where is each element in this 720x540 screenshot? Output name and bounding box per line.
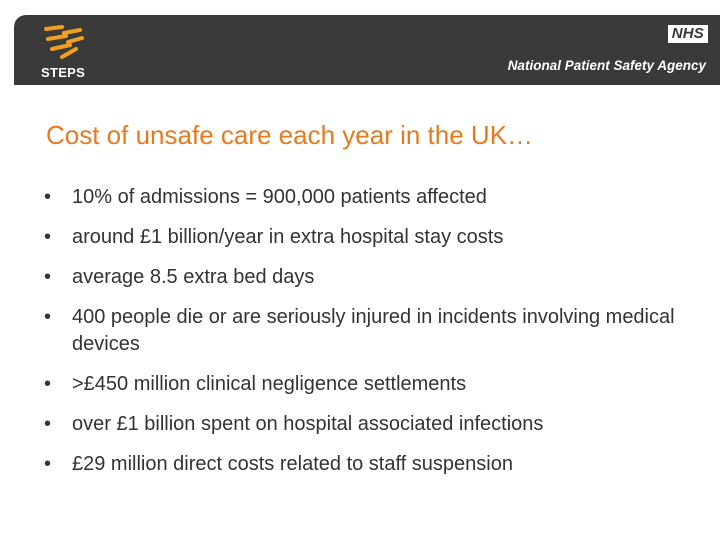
bullet-text: 400 people die or are seriously injured in incidents involving medical devices xyxy=(72,306,675,355)
bullet-marker: • xyxy=(44,373,52,395)
bullet-text: average 8.5 extra bed days xyxy=(72,266,315,288)
steps-logo xyxy=(40,25,110,83)
bullet-item xyxy=(44,451,704,478)
bullet-item xyxy=(44,184,704,211)
nhs-logo: NHS xyxy=(668,25,708,43)
bullet-list xyxy=(44,184,704,491)
bullet-item xyxy=(44,264,704,291)
bullet-item xyxy=(44,411,704,438)
bullet-text: >£450 million clinical negligence settlements xyxy=(72,373,467,395)
header-banner xyxy=(14,15,720,85)
steps-logo-text: STEPS xyxy=(41,65,86,80)
bullet-marker: • xyxy=(44,306,52,328)
bullet-marker: • xyxy=(44,226,52,248)
bullet-text: 10% of admissions = 900,000 patients affected xyxy=(72,186,487,208)
slide-title: Cost of unsafe care each year in the UK… xyxy=(46,120,534,150)
bullet-marker: • xyxy=(44,186,52,208)
bullet-text: £29 million direct costs related to staff suspension xyxy=(72,453,513,475)
bullet-marker: • xyxy=(44,453,52,475)
bullet-text: around £1 billion/year in extra hospital stay costs xyxy=(72,226,504,248)
agency-name: National Patient Safety Agency xyxy=(507,58,706,73)
bullet-item xyxy=(44,371,704,398)
bullet-item xyxy=(44,304,704,358)
bullet-text: over £1 billion spent on hospital associated infections xyxy=(72,413,544,435)
steps-logo-icon xyxy=(40,25,90,61)
bullet-marker: • xyxy=(44,266,52,288)
bullet-marker: • xyxy=(44,413,52,435)
bullet-item xyxy=(44,224,704,251)
